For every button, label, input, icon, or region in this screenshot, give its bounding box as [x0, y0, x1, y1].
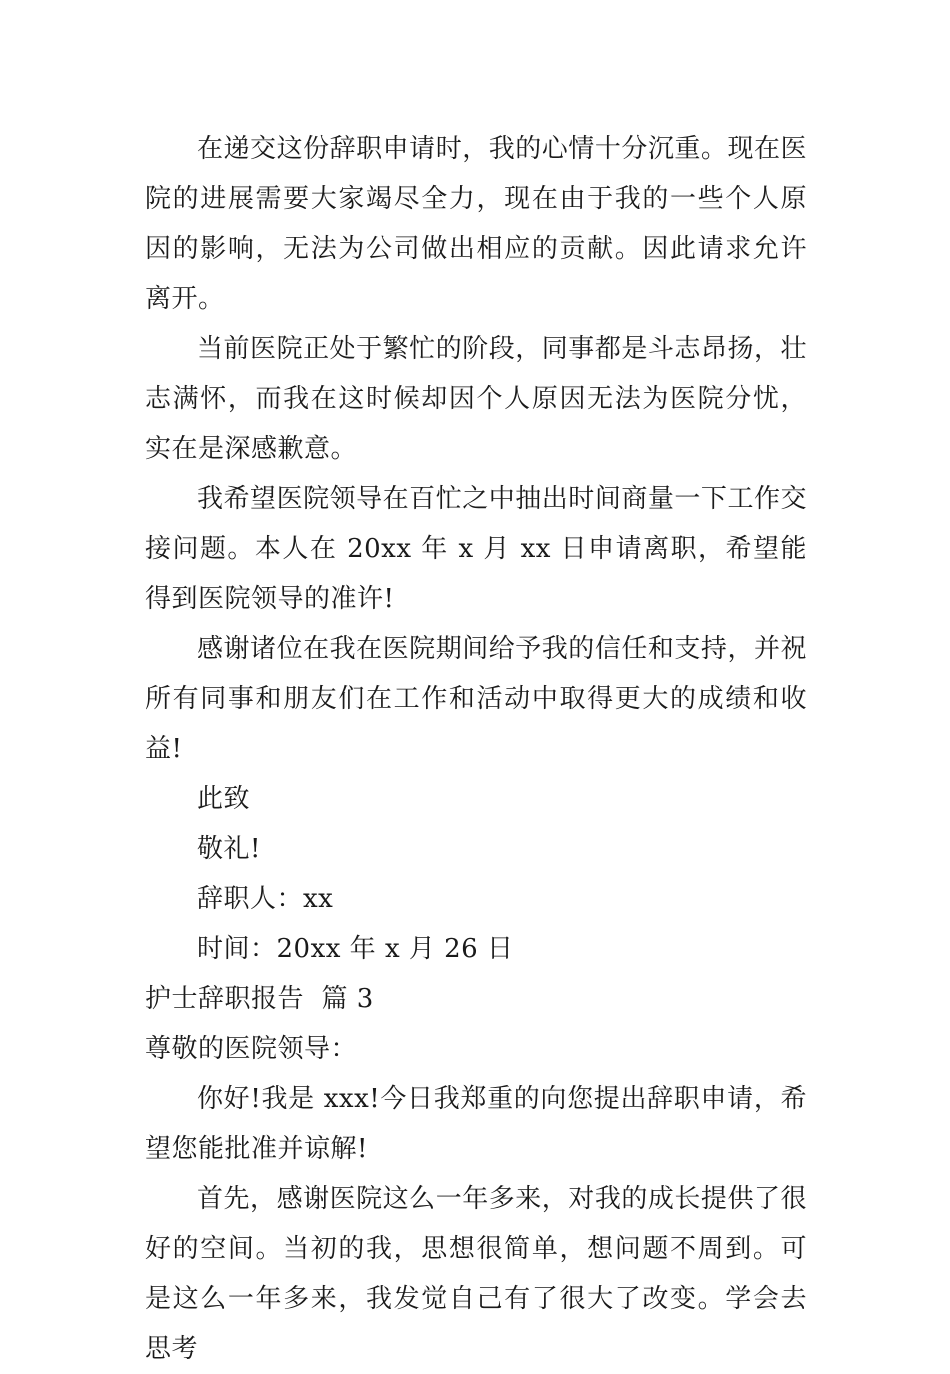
body-paragraph-3: 我希望医院领导在百忙之中抽出时间商量一下工作交接问题。本人在 20xx 年 x 月 xx 日申请离职，希望能得到医院领导的准许!: [145, 484, 807, 614]
signer-line: 辞职人：xx: [197, 884, 334, 914]
section3-paragraph-1: 你好!我是 xxx!今日我郑重的向您提出辞职申请，希望您能批准并谅解!: [145, 1084, 807, 1164]
closing-salutation: 此致: [197, 784, 251, 814]
greeting-line: 尊敬的医院领导：: [145, 1034, 358, 1064]
document-body: [145, 124, 807, 1374]
body-paragraph-2: 当前医院正处于繁忙的阶段，同事都是斗志昂扬，壮志满怀，而我在这时候却因个人原因无法为医院分忧，实在是深感歉意。: [145, 334, 807, 464]
date-line: 时间：20xx 年 x 月 26 日: [197, 934, 514, 964]
body-paragraph-4: 感谢诸位在我在医院期间给予我的信任和支持，并祝所有同事和朋友们在工作和活动中取得更大的成绩和收益!: [145, 634, 807, 764]
closing-regards: 敬礼!: [197, 834, 261, 864]
section-heading: 护士辞职报告 篇 3: [145, 984, 374, 1014]
body-paragraph-1: 在递交这份辞职申请时，我的心情十分沉重。现在医院的进展需要大家竭尽全力，现在由于我的一些个人原因的影响，无法为公司做出相应的贡献。因此请求允许离开。: [145, 134, 807, 314]
section3-paragraph-2: 首先，感谢医院这么一年多来，对我的成长提供了很好的空间。当初的我，思想很简单，想问题不周到。可是这么一年多来，我发觉自己有了很大了改变。学会去思考: [145, 1184, 807, 1364]
